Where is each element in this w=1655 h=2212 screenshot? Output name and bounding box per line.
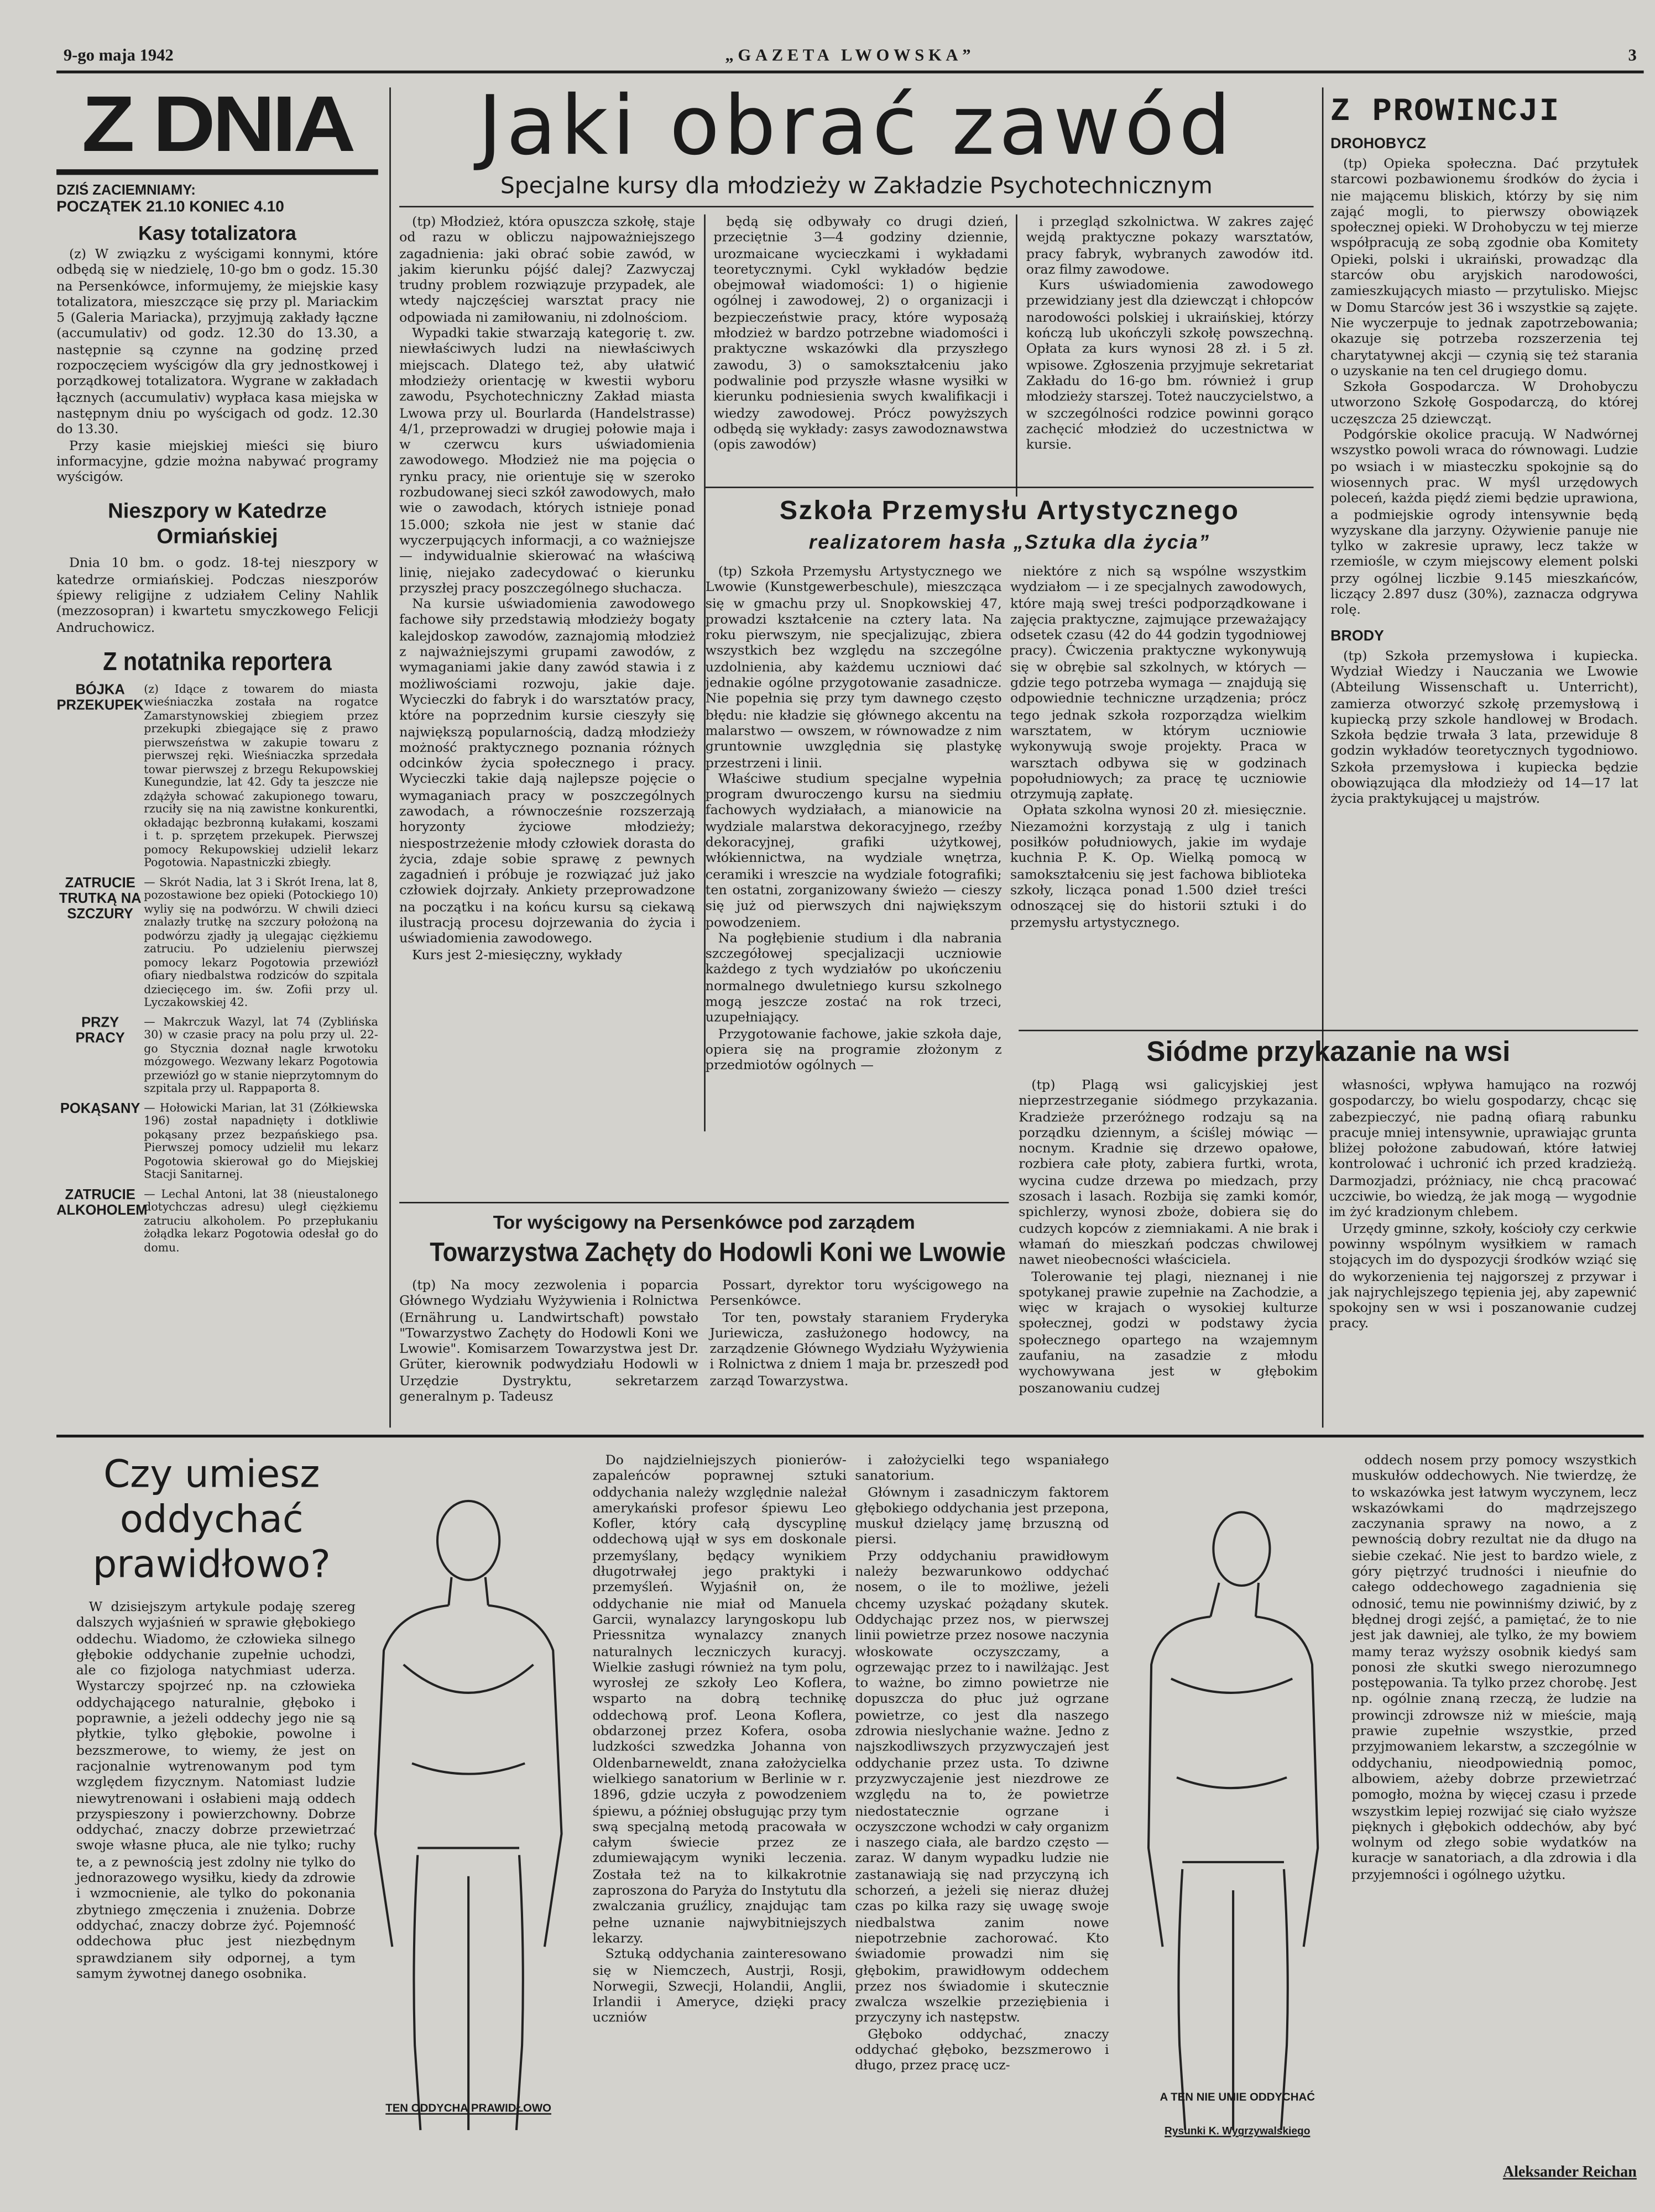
main-col-1: (tp) Młodzież, która opuszcza szkołę, staje od razu w obliczu najpoważniejszego zagadnienia: jaki obrać sobie zawód, w jakim kierunku pójść dalej? Zazwyczaj trudny problem rozwiązuje przypadek, ale wtedy najczęściej warsztat pracy nie odpowiada ni zamiłowaniu, ni zdolnościom. Wypadki takie stwarzają kategorię t. zw. niewłaściwych ludzi na niewłaściwych miejscach. Dlatego też, aby ułatwić młodzieży orientację w kwestii wyboru zawodu, Psychotechniczny Zakład miasta Lwowa przy ul. Bourlarda (Handelstrasse) 4/1, przeprowadzi w drugiej połowie maja i w czerwcu kurs uświadomienia zawodowego. Młodzież nie ma pojęcia o rynku pracy, nie orientuje się w szeroko rozbudowanej sieci szkół zawodowych, mało wie o zawodach, których istnieje ponad 15.000; szkoła nie jest w stanie dać wyczerpujących informacji, a co ważniejsze — indywidualnie skierować na właściwą linię, niejako zadecydować o kierunku przyszłej pracy poszczególnego słuchacza. Na kursie uświadomienia zawodowego fachowe siły przedstawią młodzieży bogaty kalejdoskop zawodów, zaznajomią młodzież z najważniejszymi grupami zawodów, z wymaganiami jakie dany zawód stawia i z możliwościami rozwoju, jakie daje. Wycieczki do fabryk i do warsztatów pracy, które na poprzednim kursie cieszyły się największą popularnością, dadzą młodzieży możność praktycznego poznania różnych odcinków życia społecznego i pracy. Wycieczki takie dają najlepsze pojęcie o wymaganiach pracy w poszczególnych zawodach, a równocześnie rozszerzają horyzonty życiowe młodzieży; niespostrzeżenie młody człowiek dorasta do życia, zdaje sobie sprawę z pewnych zagadnień i próbuje je rozwiązać już jako człowiek dojrzały. Ankiety przeprowadzone na początku i na końcu kursu są ciekawą ilustracją procesu dojrzewania do życia i uświadomienia zawodowego. Kurs jest 2-miesięczny, wykłady [399,214,696,963]
oddychac-article [56,1453,1644,2200]
nieszpory-body: Dnia 10 bm. o godz. 18-tej nieszpory w katedrze ormiańskiej. Podczas nieszporów śpiewy religijne z udziałem Celiny Nahlik (mezzosopran) i kwartetu smyczkowego Felicji Andruchowicz. [56,556,378,636]
prowincja-title: Z PROWINCJI [1330,93,1560,130]
oddychac-col-1: W dzisiejszym artykule podaję szereg dalszych wyjaśnień w sprawie głębokiego oddechu. Wiadomo, że człowieka silnego głębokie oddychanie zupełnie uchodzi, ale co fizjologa natychmiast uderza. Wystarczy spojrzeć np. na człowieka oddychającego naturalnie, głęboko i poprawnie, a jeżeli oddechy jego nie są płytkie, tylko głębokie, powolne i bezszmerowe, to wiemy, że jest on racjonalnie wytrenowanym pod tym względem fizycznym. Natomiast ludzie niewytrenowani i osłabieni mają oddech przyspieszony i powierzchowny. Dobrze oddychać, znaczy dobrze przewietrzać swoje własne płuca, ale nie tylko; ruchy te, a z pewnością jest zdolny nie tylko do jednorazowego wysiłku, kiedy da zdrowie i wzmocnienie, ale tylko do pokonania zbytniego zmęczenia i znużenia. Dobrze oddychać, znaczy dobrze żyć. Pojemność oddechowa płuc jest niezbędnym sprawdzianem siły odpornej, a tym samym żywotnej danego osobnika. [76,1599,356,1982]
note-item: POKĄSANY — Hołowicki Marian, lat 31 (Zółkiewska 196) został napadnięty i dotkliwie pokąsany przez bezpańskiego psa. Pierwszej pomocy udzielił mu lekarz Pogotowia skierował go do Miejskiej Stacji Sanitarnej. [60,1101,378,1181]
szkola-title: Szkoła Przemysłu Artystycznego [779,496,1240,526]
column-rule [389,87,391,1427]
szkola-article [706,487,1314,1074]
page-number: 3 [1628,45,1637,65]
siodme-article [1019,1030,1638,1397]
siodme-title: Siódme przykazanie na wsi [1146,1037,1511,1068]
note-item: BÓJKA PRZEKUPEK (z) Idące z towarem do miasta wieśniaczka została na rogatce Zamarstynowskiej zbiegiem przez przekupki zbiegające się z prawo pierwszeństwa w zakupie towaru z pierwszej ręki. Wieśniaczka sprzedała towar pierwszej z brzegu Rekupowskiej Kunegundzie, lat 42. Gdy ta jeszcze nie zdążyła schować zakupionego towaru, rzuciły się na nią zawistne konkurentki, okładając bezbronną kułakami, koszami i t. p. sprzętem przekupek. Pierwszej pomocy Rekupowskiej udzielił lekarz Pogotowia. Napastniczki zbiegły. [56,682,378,870]
page-header [64,45,1637,68]
author-signature: Aleksander Reichan [1502,2164,1637,2181]
main-col-3: i przegląd szkolnictwa. W zakres zajęć wejdą praktyczne pokazy warsztatów, pracy fabryk, wybranych zawodów itd. oraz filmy zawodowe. Kurs uświadomienia zawodowego przewidziany jest dla dziewcząt i chłopców narodowości polskiej i ukraińskiej, którzy kończą lub ukończyli szkołę powszechną. Opłata za kurs wynosi 28 zł. i 5 zł. wpisowe. Zgłoszenia przyjmuje sekretariat Zakładu do 16-go bm. również i grup młodzieży starszej. Toteż nauczycielstwo, a w szczególności rodzice powinni gorąco zachęcić młodzież do uczestnictwa w kursie. [1026,214,1314,453]
masthead-rule [56,169,378,175]
section-rule [56,1435,1644,1437]
fig2-credit: Rysunki K. Wygrzywalskiego [1165,2124,1311,2137]
prowincja-column [1330,93,1638,808]
nieszpory-title: Nieszpory w Katedrze Ormiańskiej [108,500,327,550]
note-item: PRZY PRACY — Makrczuk Wazyl, lat 74 (Zyblińska 30) w czasie pracy na polu przy ul. 22-go Stycznia doznał nagle krwotoku mózgowego. Wezwany lekarz Pogotowia przewiózł go w stanie nieprzytomnym do szpitala przy ul. Rappaporta 8. [75,1015,378,1096]
note-item: ZATRUCIE ALKOHOLEM — Lechal Antoni, lat 38 (nieustalonego dotychczas adresu) uległ ciężkiemu zatruciu alkoholem. Po przepłukaniu żołądka lekarz Pogotowia odesłał go do domu. [56,1188,378,1254]
oddychac-col-3: i założycielki tego wspaniałego sanatorium. Głównym i zasadniczym faktorem głębokiego oddychania jest przepona, muskuł dzielący jamę brzuszną od piersi. Przy oddychaniu prawidłowym należy bezwarunkowo oddychać nosem, o ile to możliwe, jeżeli chcemy uzyskać pożądany skutek. Oddychając przez nos, w pierwszej linii powietrze przez nosowe naczynia włoskowate oczyszczamy, a ogrzewając przez to i nawilżając. Jest to ważne, bo zimno powietrze nie dopuszcza do płuc już ogrzane powietrze, co jest dla naszego zdrowia nieslychanie ważne. Jedno z najszkodliwszych przyzwyczajeń jest oddychanie przez usta. To dziwne przyzwyczajenie jest niezdrowe ze względu na to, że powietrze niedostatecznie ogrzane i oczyszczone wchodzi w cały organizm i naszego ciała, ale bardzo często — zaraz. W danym wypadku ludzie nie zastanawiają się nad przyczyną ich schorzeń, a jeżeli się nieraz dłużej czas po kilka razy się uwagę swoje niedbalstwa zanim nowe niepotrzebnie zachorować. Kto świadomie prowadzi nim się głębokim, prawidłowym oddechem przez nos świadomie i skutecznie zwalcza wszelkie przeziębienia i przyczyny ich następstw. Głęboko oddychać, znaczy oddychać głęboko, bezszmerowo i długo, przez pracę ucz- [855,1453,1109,2074]
newspaper-name: „GAZETA LWOWSKA” [725,45,975,65]
szkola-col-1: (tp) Szkoła Przemysłu Artystycznego we Lwowie (Kunstgewerbeschule), mieszcząca się w gmachu przy ul. Snopkowskiej 47, prowadzi kształcenie na cztery lata. Na roku pierwszym, nie specjalizując, zbiera wszystkich bez względu na szczególne uzdolnienia, aby każdemu uczniowi dać jednakie ogólne przygotowanie zasadnicze. Nie popełnia się przy tym dawnego często błędu: nie kładzie się głównego akcentu na malarstwo — owszem, w równowadze z nim gruntownie uwzględnia się plastykę przestrzeni i linii. Właściwe studium specjalne wypełnia program dwuroczengo kursu na siedmiu fachowych wydziałach, a mianowicie na wydziale malarstwa dekoracyjnego, rzeźby dekoracyjnej, grafiki użytkowej, włókiennictwa, na wydziale wnętrza, ceramiki i wreszcie na wydziale fotografiki; ten ostatni, zorganizowany świeżo — cieszy się już od pierwszych dni największym powodzeniem. Na pogłębienie studium i dla nabrania szczegółowej specjalizacji uczniowie każdego z tych wydziałów po ukończeniu normalnego dwuletniego kursu szkolnego mogą jeszcze zostać na rok trzeci, uzupełniający. Przygotowanie fachowe, jakie szkoła daje, opiera się na programie złożonym z przedmiotów ogólnych — [705,564,1002,1074]
brody-body: (tp) Szkoła przemysłowa i kupiecka. Wydział Wiedzy i Nauczania we Lwowie (Abteilung Wissenschaft u. Unterricht), zamierza otworzyć szkołę przemysłową i kupiecką przy szkole handlowej w Brodach. Szkoła będzie trwała 3 lata, przewiduje 8 godzin wykładów teoretycznych tygodniowo. Szkoła przemysłowa i kupiecka będzie obowiązująca dla młodzieży od 14—17 lat życia praktykującej u majstrów. [1330,648,1638,808]
notatnik-title: Z notatnika reportera [103,647,332,676]
notatnik-items [56,683,378,1255]
z-dnia-column [56,79,378,1261]
main-subtitle: Specjalne kursy dla młodzieży w Zakładzie Psychotechnicznym [500,172,1213,199]
tor-title: Towarzystwa Zachęty do Hodowli Koni we Lwowie [430,1238,1006,1268]
main-col-2: będą się odbywały co drugi dzień, przeciętnie 3—4 godziny dziennie, urozmaicane wycieczkami i wykładami teoretycznymi. Cykl wykładów będzie obejmował wiadomości: 1) o higienie ogólnej i zawodowej, 2) o organizacji i bezpieczeństwie pracy, które wyposażą młodzież w bardzo potrzebne wiadomości i praktyczne wskazówki dla przyszłego zawodu, 3) o samokształceniu jako podwalinie pod przyszłe własne wysiłki w kierunku podniesienia swych kwalifikacji i wiedzy zawodowej. Prócz powyższych odbędą się wykłady: zasys zawodoznawstwa (opis zawodów) [713,214,1008,453]
masthead-z-dnia: Z DNIA [81,79,353,168]
figure-upright-drawing [356,1481,581,2144]
figure-incorrect-breathing [1118,1481,1343,2144]
oddychac-col-4: oddech nosem przy pomocy wszystkich muskułów oddechowych. Nie twierdzę, że to wskazówka jest łatwym wyczynem, lecz wskazówkami do mądrzejszego zaczynania sprawy na nowo, a z pewnością dobry rezultat nie da długo na siebie czekać. Nie jest to bardzo wiele, z góry piętrzyć trudności i nieufnie do całego oddechowego zagadnienia się odnosić, temu nie powinniśmy dziwić, by z błędnej drogi zejść, a pamiętać, że to nie jest jak dawniej, ale tylko, że my bowiem mamy teraz wyższy osobnik kiedyś sam ponosi złe skutki swego nierozumnego postępowania. Ta tylko przez chorobę. Jest np. ogólnie znaną rzeczą, że ludzie na prowincji zdrowsze niż w mieście, mają prawie zupełnie wszystkie, przed przyjmowaniem lekarstw, a szczególnie w oddychaniu, nieodpowiednią pomoc, albowiem, ażeby dobrze przewietrzać pomogło, można by więcej czasu i przede wszystkim lepiej rozwijać się ciało wyższe pięknych i głębokich oddechów, aby być wolnym od złego sobie wydatków na kuracje w sanatoriach, a dla zdrowia i dla przyjemności i ogólnego użytku. [1351,1453,1637,1883]
figure-correct-breathing [356,1481,581,2144]
main-title: Jaki obrać zawód [478,77,1235,174]
fig1-caption: TEN ODDYCHA PRAWIDŁOWO [385,2101,551,2115]
place-drohobycz: DROHOBYCZ [1330,135,1426,153]
prowincja-body: (tp) Opieka społeczna. Dać przytułek starcowi pozbawionemu środków do życia i nie mającemu bliskich, którzy by się nim zająć mogli, to pierwszy obowiązek społecznej opieki. W Drohobyczu w tej mierze współpracują ze sobą zgodnie oba Komitety Opieki, polski i ukraiński, prowadząc dla starców obu aryjskich narodowości, zamieszkujących miasto — przytulisko. Miejsc w Domu Starców jest 36 i wszystkie są zajęte. Nie wyczerpuje to jednak zapotrzebowania; okazuje się potrzeba rozszerzenia tej charytatywnej akcji — czynią się też starania o uzyskanie na ten cel drugiego domu. Szkoła Gospodarcza. W Drohobyczu utworzono Szkołę Gospodarczą, do której uczęszcza 25 dziewcząt. Podgórskie okolice pracują. W Nadwórnej wszystko powoli wraca do równowagi. Ludzie po wsiach i w miasteczku spokojnie są do wiosennych prac. W myśl urzędowych poleceń, każda piędź ziemi będzie uprawiona, a podmiejskie ogrody intensywnie będą wyzyskane dla jarzyny. Ożywienie panuje nie tylko w zakresie uprawy, lecz także w rzemiośle, w czym miejscowy element polski przy ogólnej liczbie 9.145 mieszkańców, liczący 2.897 dusz (30%), zaznacza odgrywa rolę. [1330,156,1638,619]
oddychac-col-2: Do najdzielniejszych pionierów-zapaleńców poprawnej sztuki oddychania należy względnie należał amerykański profesor śpiewu Leo Kofler, który całą dyscyplinę oddechową ujął w sys em doskonale przemyślany, będący wynikiem długotrwałej jego praktyki i przemyśleń. Wyjaśnił on, że oddychanie nie miał od Manuela Garcii, wynalazcy laryngoskopu lub Priessnitza wynalazcy znanych naturalnych leczniczych kuracyj. Wielkie zasługi również na tym polu, wyrosłej ze szkoły Leo Koflera, wsparto na dobrą technikę oddechową prof. Leona Koflera, obdarzonej przez Kofera, osoba ludzkości szwedzka Johanna von Oldenbarneweldt, znana założycielka wielkiego sanatorium w Berlinie w r. 1896, gdzie uczyła z powodzeniem śpiewu, a później obsługując przy tym swą specjalną metodą pracowała w całym świecie przez ze zdumiewającym wyniki leczenia. Została też na to kilkakrotnie zaproszona do Paryża do Instytutu dla zwalczania gruźlicy, znajdując tam pełne uznanie najwybitniejszych lekarzy. Sztuką oddychania zainteresowano się w Niemczech, Austrji, Rosji, Norwegii, Szwecji, Holandii, Anglii, Irlandii i Ameryce, dzięki pracy uczniów [592,1453,847,2027]
header-rule [56,71,1644,74]
szkola-col-2: niektóre z nich są wspólne wszystkim wydziałom — i ze specjalnych zawodowych, które mają swej treści podporządkowane i zajęcia praktyczne, zajmujące przeważający odsetek czasu (42 do 44 godzin tygodniowej pracy). Ćwiczenia praktyczne wykonywują się w obrębie sal szkolnych, w których — gdzie tego potrzeba wymaga — znajdują się odpowiednie techniczne urządzenia; prócz tego jednak szkoła rozporządza wielkim warsztatem, w którym uczniowie wykonywują swoje projekty. Praca w warsztach odbywa się w godzinach popołudniowych; za pracę tę uczniowie otrzymują zapłatę. Opłata szkolna wynosi 20 zł. miesięcznie. Niezamożni korzystają z ulg i tanich posiłków południowych, jakie im wydaje kuchnia P. K. Op. Wielką pomocą w samokształceniu się jest fachowa biblioteka szkoły, licząca ponad 1.500 dzieł treści odnoszącej się do historii sztuki i do przemysłu artystycznego. [1010,564,1307,930]
fig2-caption: A TEN NIE UMIE ODDYCHAĆ [1160,2090,1315,2104]
blackout-label: DZIŚ ZACIEMNIAMY: [56,183,196,199]
figure-slouched-drawing [1118,1481,1343,2144]
tor-article [399,1202,1009,1405]
totalizator-body: (z) W związku z wyścigami konnymi, które odbędą się w niedzielę, 10-go bm o godz. 15.30 na Persenkówce, informujemy, że miejskie kasy totalizatora, mieszczące się przy pl. Mariackim 5 (Galeria Mariacka), przyjmują zakłady łączne (accumulativ) od godz. 12.30 do 13.30, a następnie są czynne na godzinę przed rozpoczęciem wyścigów dla gry jednostkowej i porządkowej totalizatora. Wygrane w zakładach łącznych (accumulativ) wypłaca kasa miejska w następnym dniu po wyścigach od godz. 12.30 do 13.30. Przy kasie miejskiej mieści się biuro informacyjne, gdzie można nabywać programy wyścigów. [56,247,378,486]
issue-date: 9-go maja 1942 [63,45,174,65]
tor-col-1: (tp) Na mocy zezwolenia i poparcia Głównego Wydziału Wyżywienia i Rolnictwa (Ernährung u. Landwirtschaft) powstało "Towarzystwo Zachęty do Hodowli Koni we Lwowie". Komisarzem Towarzystwa jest Dr. Grüter, kierownik podwydziału Hodowli w Urzędzie Dystryktu, sekretarzem generalnym p. Tadeusz [399,1278,699,1405]
siodme-col-2: własności, wpływa hamująco na rozwój gospodarczy, bo wielu gospodarzy, chcąc się zabezpieczyć, nie padną ofiarą rabunku pracuje mniej intensywnie, uprawiając grunta bliżej położone zabudowań, które łatwiej kontrolować i uchronić ich przed kradzieżą. Darmozjadzi, próżniacy, nie chcą pracować uczciwie, bo wiedzą, że jak mogą — wygodnie im żyć kradzionym chlebem. Urzędy gminne, szkoły, kościoły czy cerkwie powinny wspólnym wysiłkiem w ramach stojących im do dyspozycji środków wziąć się do wykorzenienia tej najgorszej z przywar i jak najrychlejszego tępienia jej, aby zapewnić spokojny sen w wsi i poszanowanie cudzej pracy. [1329,1078,1637,1332]
blackout-times: POCZĄTEK 21.10 KONIEC 4.10 [56,198,284,216]
place-brody: BRODY [1330,627,1384,645]
oddychac-heading: Czy umiesz oddychać prawidłowo? [92,1453,331,1587]
szkola-subtitle: realizatorem hasła „Sztuka dla życia” [808,530,1210,553]
tor-kicker: Tor wyścigowy na Persenkówce pod zarządem [493,1211,915,1233]
siodme-col-1: (tp) Plagą wsi galicyjskiej jest nieprzestrzeganie siódmego przykazania. Kradzieże przeróżnego rodzaju są na porządku dziennym, a ściślej mówiąc — nocnym. Kradnie się drzewo opałowe, rozbiera całe płoty, zabiera furtki, wrota, wycina cudze drzewa po miedzach, przy szosach i lasach. Rozbija się zamki komór, spichlerzy, wynosi zboże, dobiera się do cudzych kopców z ziemniakami. A nie brak i włamań do mieszkań podczas chwilowej nawet nieobecności właściciela. Tolerowanie tej plagi, nieznanej i nie spotykanej prawie zupełnie na Zachodzie, a więc w krajach o wysokiej kulturze społecznej, godzi w podstawy życia społecznego opartego na wzajemnym zaufaniu, na zasadzie z młodu wychowywana jest w głębokim poszanowaniu cudzej [1019,1078,1318,1397]
tor-col-2: Possart, dyrektor toru wyścigowego na Persenkówce. Tor ten, powstały staraniem Fryderyka Juriewicza, zasłużonego hodowcy, na zarządzenie Głównego Wydziału Wyżywienia i Rolnictwa z dniem 1 maja br. przeszedł pod zarząd Towarzystwa. [709,1278,1009,1389]
totalizator-title: Kasy totalizatora [138,221,296,244]
note-item: ZATRUCIE TRUTKĄ NA SZCZURY — Skrót Nadia, lat 3 i Skrót Irena, lat 8, pozostawione bez opieki (Potockiego 10) wyliy się na podwórzu. W chwili dzieci znalazły trutkę na szczury położoną na podwórzu zjadły ją ulegając ciężkiemu zatruciu. Po udzieleniu pierwszej pomocy lekarz Pogotowia przewiózł ofiary niedbalstwa rodziców do szpitala dziecięcego im. św. Zofii przy ul. Lyczakowskiej 42. [59,876,378,1010]
